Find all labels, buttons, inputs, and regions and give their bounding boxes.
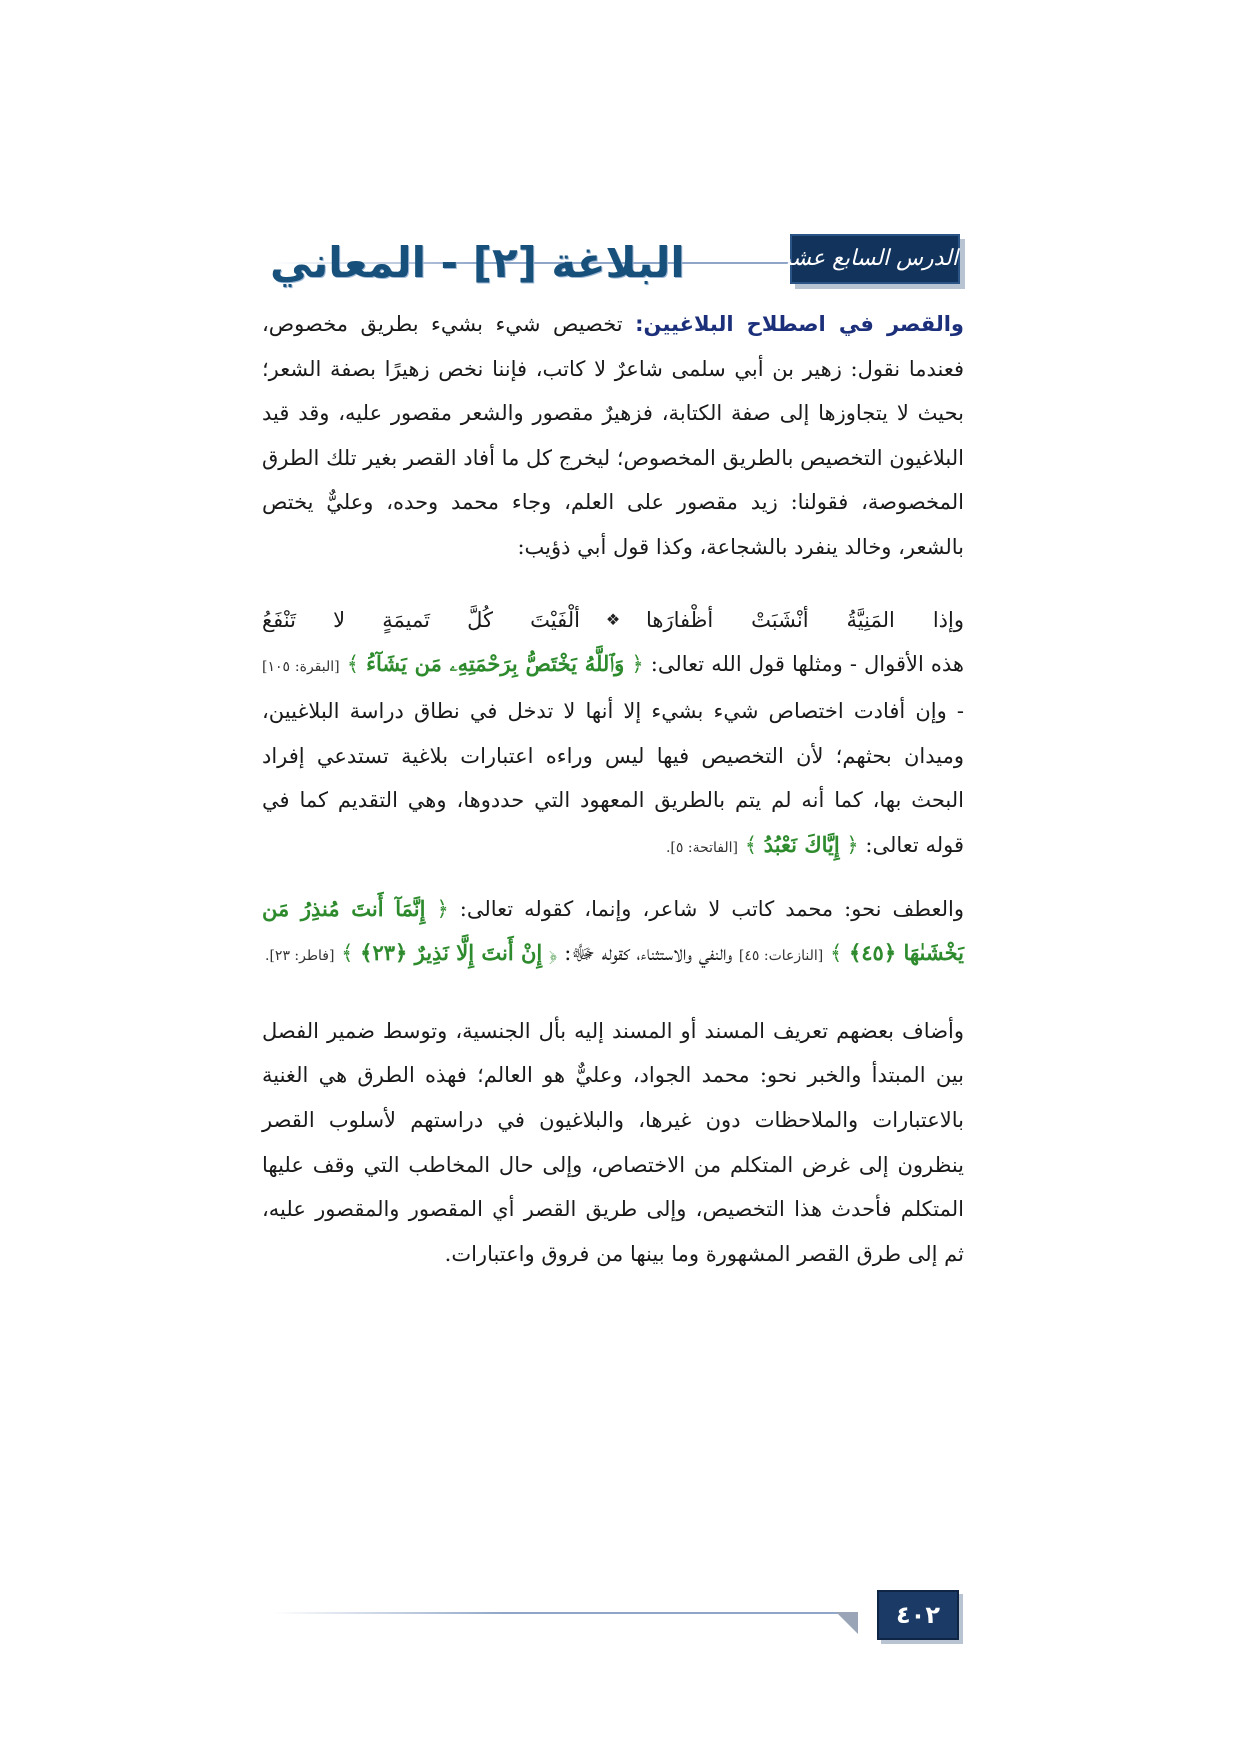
quran-quote: إِنْ أَنتَ إِلَّا نَذِيرٌ ﴿٢٣﴾	[360, 940, 543, 966]
quran-open-bracket: ﴿	[548, 941, 558, 966]
quran-open-bracket: ﴿	[846, 832, 859, 857]
page-body	[262, 302, 964, 1276]
page-number-badge	[877, 1590, 959, 1640]
page-number: ٤٠٢	[896, 1601, 940, 1629]
paragraph-methods	[262, 887, 964, 979]
quran-open-bracket: ﴿	[631, 651, 644, 676]
quran-reference: [النازعات: ٤٥]	[738, 948, 824, 965]
book-title: البلاغة [٢] - المعاني	[270, 238, 685, 287]
quran-quote: وَٱللَّهُ يَخْتَصُّ بِرَحْمَتِهِۦ مَن يَشَآءُ	[366, 650, 625, 676]
verse-second-hemistich	[262, 598, 580, 642]
verse-word: أنْشَبَتْ	[751, 607, 809, 632]
quran-quote: إِيَّاكَ نَعْبُدُ	[763, 831, 840, 857]
paragraph-exclusions	[262, 642, 964, 871]
quran-reference: [البقرة: ١٠٥]	[262, 658, 340, 675]
verse-word: لا	[333, 607, 346, 632]
quran-close-bracket: ﴾	[341, 941, 354, 966]
lesson-label: الدرس السابع عشر	[780, 246, 958, 271]
quran-close-bracket: ﴾	[346, 651, 360, 676]
additions-text: وأضاف بعضهم تعريف المسند أو المسند إليه بأل الجنسية، وتوسط ضمير الفصل بين المبتدأ والخبر نحو: محمد الجواد، وعليٌّ هو العالم؛ فهذه الطرق هي الغنية بالاعتبارات والملاحظات دون غيرها، والبلاغيون في دراستهم لأسلوب القصر ينظرون إلى غرض المتكلم من الاختصاص، وإلى حال المخاطب التي وقف عليها المتكلم فأحدث هذا التخصيص، وإلى طريق القصر أي المقصور والمقصور عليه، ثم إلى طرق القصر المشهورة وما بينها من فروق واعتبارات.	[262, 1018, 964, 1266]
verse-word: أظْفارَها	[646, 607, 714, 632]
verse-separator-icon: ❖	[605, 609, 621, 629]
verse-word: كُلَّ	[467, 607, 494, 632]
verse-first-hemistich	[646, 598, 964, 642]
quran-close-bracket: ﴾	[829, 941, 843, 966]
definition-term: والقصر في اصطلاح البلاغيين:	[635, 312, 964, 336]
definition-text: تخصيص شيء بشيء بطريق مخصوص، فعندما نقول: زهير بن أبي سلمى شاعرٌ لا كاتب، فإننا نخص زهيرًا بصفة الشعر؛ بحيث لا يتجاوزها إلى صفة الكتابة، فزهيرٌ مقصور والشعر مقصور عليه، وقد قيد البلاغيون التخصيص بالطريق المخصوص؛ ليخرج كل ما أفاد القصر بغير تلك الطرق المخصوصة، فقولنا: زيد مقصور على العلم، وجاء محمد وحده، وعليٌّ يختص بالشعر، وخالد ينفرد بالشجاعة، وكذا قول أبي ذؤيب:	[262, 312, 964, 559]
quran-open-bracket: ﴿	[436, 896, 449, 921]
poetry-verse	[262, 598, 964, 642]
paragraph-additions	[262, 1009, 964, 1277]
exclusions-text: - وإن أفادت اختصاص شيء بشيء إلا أنها لا تدخل في نطاق دراسة البلاغيين، وميدان بحثهم؛ لأن التخصيص فيها ليس وراءه اعتبارات بلاغية تستدعي إفراد البحث بها، كما أنه لم يتم بالطريق المعهود التي حددوها،	[262, 699, 964, 813]
exclusions-lead: هذه الأقوال - ومثلها قول الله تعالى:	[650, 651, 964, 676]
verse-word: تَميمَةٍ	[382, 607, 430, 632]
methods-mid: والنفي والاستثناء، كقوله ﷻ:	[564, 941, 733, 966]
verse-word: المَنِيَّةُ	[846, 607, 895, 632]
verse-word: ألْفَيْتَ	[530, 607, 580, 632]
lesson-badge	[780, 234, 960, 284]
quran-reference: [الفاتحة: ٥].	[665, 839, 738, 856]
quran-reference: [فاطر: ٢٣].	[265, 948, 335, 965]
exclusions-lead-2: وهي التقديم كما في قوله تعالى:	[262, 788, 964, 857]
methods-lead: والعطف نحو: محمد كاتب لا شاعر، وإنما، كقوله تعالى:	[459, 896, 964, 921]
footer-wedge	[836, 1612, 858, 1634]
quran-close-bracket: ﴾	[744, 832, 757, 857]
paragraph-definition	[262, 302, 964, 570]
verse-word: وإذا	[932, 607, 964, 632]
footer-rule	[272, 1612, 852, 1614]
quran-quote: إِنَّمَآ أَنتَ مُنذِرُ مَن يَخْشَىٰهَا ﴿٤٥﴾	[262, 895, 964, 966]
verse-word: تَنْفَعُ	[262, 607, 296, 632]
